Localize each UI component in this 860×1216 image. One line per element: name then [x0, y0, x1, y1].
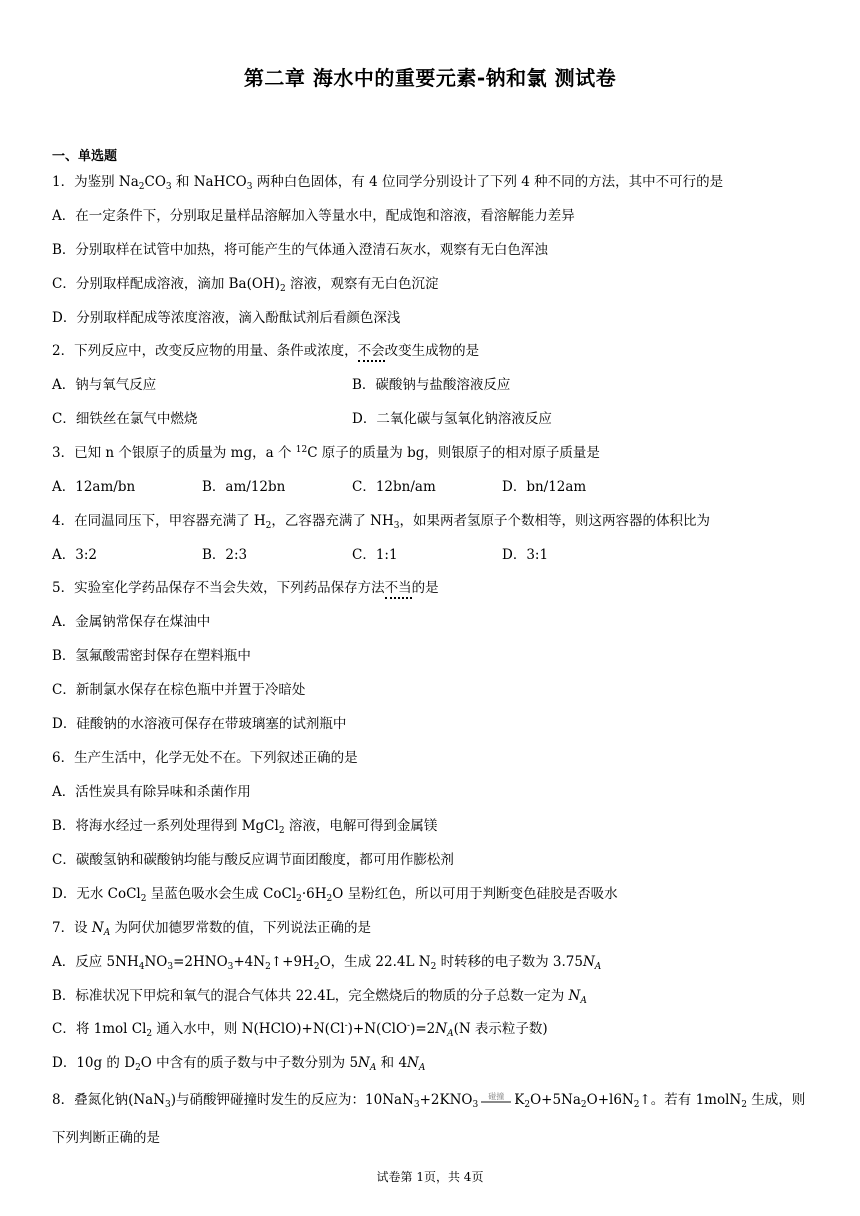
question-5-option-b: B．氢氟酸需密封保存在塑料瓶中 — [52, 648, 251, 664]
question-4-option-d: D．3:1 — [502, 547, 549, 563]
emphasis-text: 不会 — [358, 343, 385, 362]
question-7-option-b: B．标准状况下甲烷和氧气的混合气体共 22.4L，完全燃烧后的物质的分子总数一定为 $N_A$ — [52, 988, 587, 1006]
emphasis-text: 不当 — [385, 580, 412, 599]
question-4-stem: 4．在同温同压下，甲容器充满了 $H_2$，乙容器充满了 $NH_3$，如果两者氢原子个数相等，则这两容器的体积比为 — [52, 513, 711, 531]
question-5-option-a: A．金属钠常保存在煤油中 — [52, 614, 211, 630]
question-2-stem: 2．下列反应中，改变反应物的用量、条件或浓度，不会改变生成物的是 — [52, 341, 479, 361]
question-7-stem: 7．设 $N_A$ 为阿伏加德罗常数的值，下列说法正确的是 — [52, 920, 371, 938]
question-8-stem-continued: 下列判断正确的是 — [52, 1130, 160, 1146]
question-3-stem: 3．已知 n 个银原子的质量为 mg，a 个 $^{12}$C 原子的质量为 bg，则银原子的相对原子质量是 — [52, 445, 600, 461]
question-1-option-c: C．分别取样配成溶液，滴加 $Ba(OH)_2$ 溶液，观察有无白色沉淀 — [52, 276, 439, 294]
question-4-option-a: A．3:2 — [52, 547, 97, 563]
question-3-option-c: C．12bn/am — [352, 479, 436, 495]
question-1-option-b: B．分别取样在试管中加热，将可能产生的气体通入澄清石灰水，观察有无白色浑浊 — [52, 242, 548, 258]
question-4-option-c: C．1:1 — [352, 547, 398, 563]
question-3-option-d: D．bn/12am — [502, 479, 587, 495]
question-1-stem: 1．为鉴别 $Na_2CO_3$ 和 NaHCO$_3$ 两种白色固体，有 4 位同学分别设计了下列 4 种不同的方法，其中不可行的是 — [52, 174, 724, 192]
question-2-option-b: B．碳酸钠与盐酸溶液反应 — [352, 377, 511, 393]
question-6-stem: 6．生产生活中，化学无处不在。下列叙述正确的是 — [52, 750, 358, 766]
question-6-option-d: D．无水 CoCl$_2$ 呈蓝色吸水会生成 $CoCl_2\cdot 6H_2O$ 呈粉红色，所以可用于判断变色硅胶是否吸水 — [52, 886, 618, 904]
question-7-option-a: A．反应 $5NH_4NO_3=2HNO_3+4N_2↑+9H_2O$，生成 22.4L $N_2$ 时转移的电子数为 $3.75N_A$ — [52, 954, 602, 972]
question-5-option-d: D．硅酸钠的水溶液可保存在带玻璃塞的试剂瓶中 — [52, 716, 347, 732]
question-7-option-d: D．10g 的 $D_2O$ 中含有的质子数与中子数分别为 $5N_A$ 和 $4N_A$ — [52, 1055, 426, 1073]
question-4-option-b: B．2:3 — [202, 547, 248, 563]
question-1-option-a: A．在一定条件下，分别取足量样品溶解加入等量水中，配成饱和溶液，看溶解能力差异 — [52, 208, 575, 224]
question-7-option-c: C．将 1mol $Cl_2$ 通入水中，则 $N(HClO)+N(Cl^-)+N(ClO^-)=2N_A(N$ 表示粒子数) — [52, 1021, 548, 1039]
question-3-option-a: A．12am/bn — [52, 479, 136, 495]
page-title: 第二章 海水中的重要元素-钠和氯 测试卷 — [243, 66, 617, 90]
question-5-stem: 5．实验室化学药品保存不当会失效，下列药品保存方法不当的是 — [52, 578, 439, 598]
question-2-option-d: D．二氧化碳与氢氧化钠溶液反应 — [352, 411, 552, 427]
question-5-option-c: C．新制氯水保存在棕色瓶中并置于冷暗处 — [52, 682, 306, 698]
reaction-condition-arrow: 碰撞 — [481, 1090, 511, 1110]
question-3-option-b: B．am/12bn — [202, 479, 286, 495]
question-8-stem: 8．叠氮化钠(NaN$_3$)与硝酸钾碰撞时发生的反应为：$10NaN_3+2KNO_3$ 碰撞 $K_2O+5Na_2O+l6N_2↑$。若有 1molN$_2$ 生成，则 — [52, 1092, 806, 1110]
question-2-option-c: C．细铁丝在氯气中燃烧 — [52, 411, 198, 427]
question-6-option-a: A．活性炭具有除异味和杀菌作用 — [52, 784, 251, 800]
question-6-option-c: C．碳酸氢钠和碳酸钠均能与酸反应调节面团酸度，都可用作膨松剂 — [52, 852, 454, 868]
page-footer: 试卷第 1页，共 4页 — [376, 1170, 484, 1184]
question-2-option-a: A．钠与氧气反应 — [52, 377, 157, 393]
section-heading: 一、单选题 — [52, 149, 118, 164]
question-1-option-d: D．分别取样配成等浓度溶液，滴入酚酞试剂后看颜色深浅 — [52, 310, 401, 326]
question-6-option-b: B．将海水经过一系列处理得到 MgCl$_2$ 溶液，电解可得到金属镁 — [52, 818, 438, 836]
